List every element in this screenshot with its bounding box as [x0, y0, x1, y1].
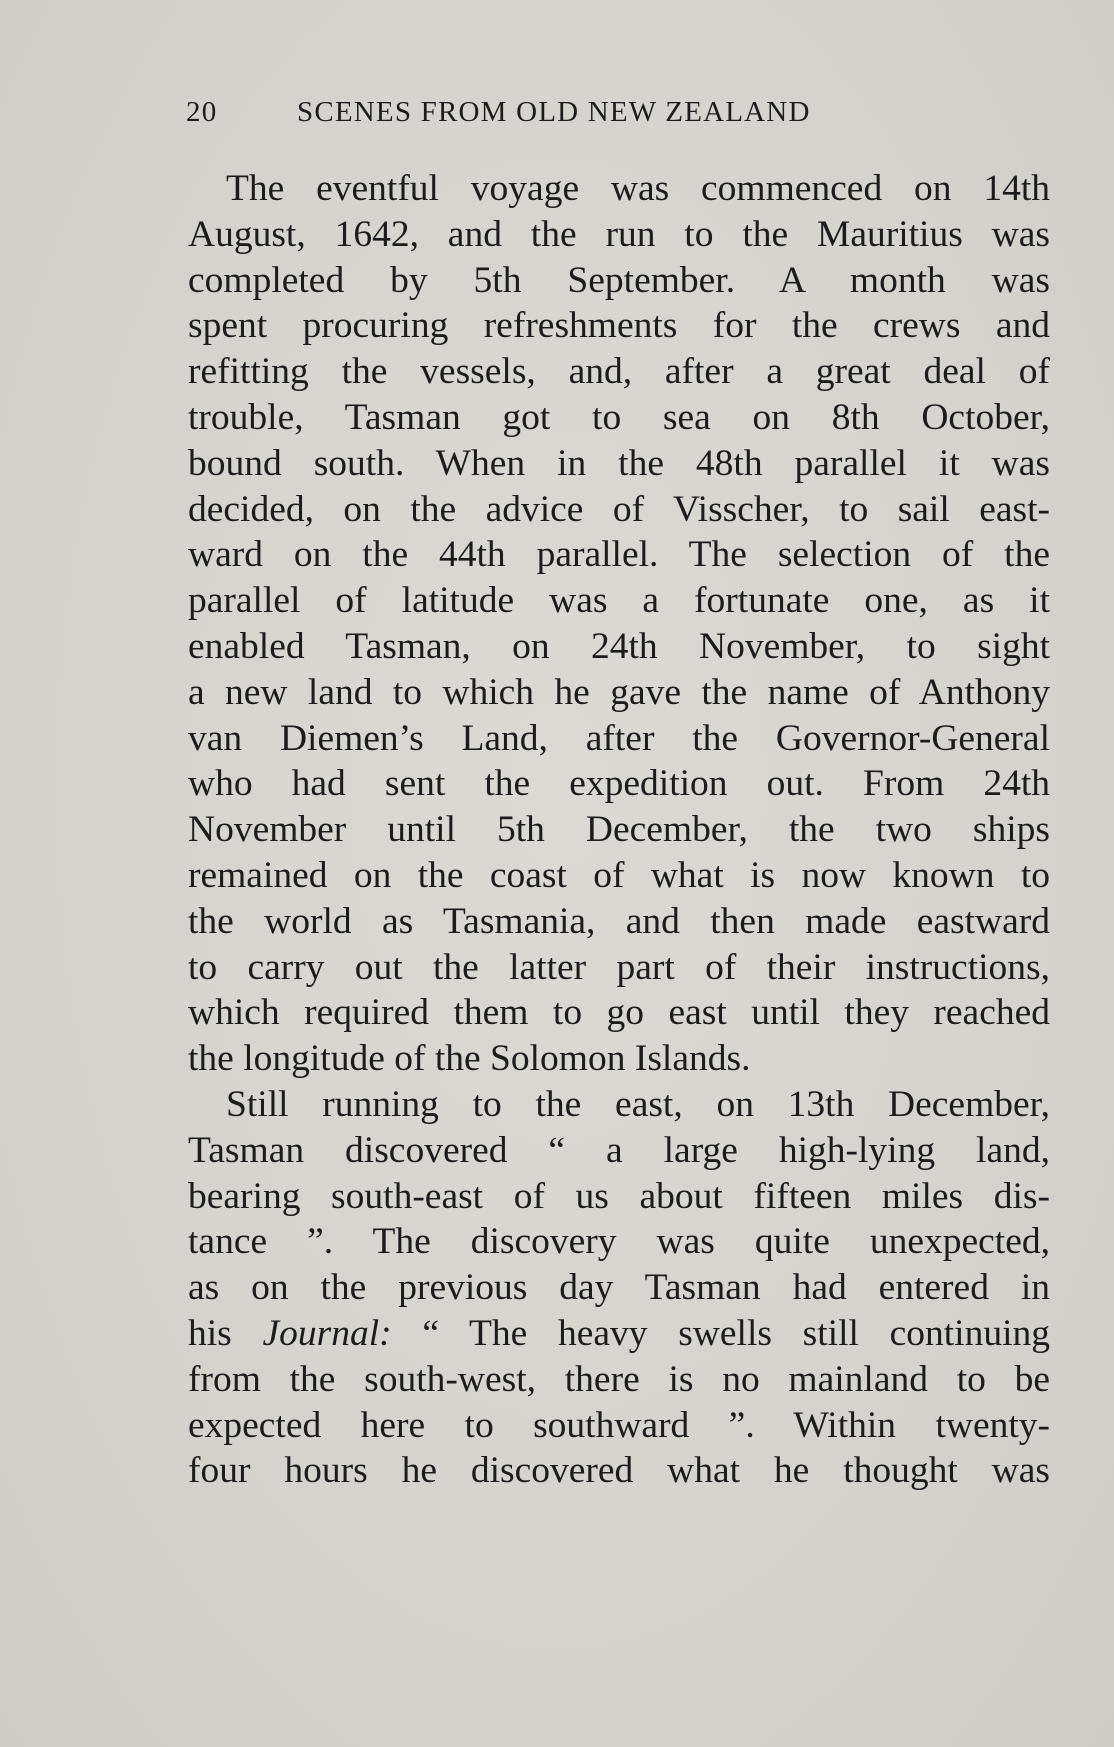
text-line: The eventful voyage was commenced on 14th [226, 168, 1050, 209]
text-line: tance ”. The discovery was quite unexpected, [188, 1221, 1050, 1263]
text-line: Still running to the east, on 13th December, [226, 1083, 1050, 1125]
paragraph-last-line: the longitude of the Solomon Islands. [188, 1038, 751, 1080]
text-line: completed by 5th September. A month was [188, 259, 1050, 301]
text-line: bound south. When in the 48th parallel it was [188, 442, 1050, 484]
running-title: SCENES FROM OLD NEW ZEALAND [297, 96, 811, 128]
text-line: August, 1642, and the run to the Mauritius was [188, 213, 1050, 255]
text-line: expected here to southward ”. Within twenty- [188, 1404, 1050, 1446]
text-line: bearing south-east of us about fifteen miles dis- [188, 1175, 1050, 1217]
text-line: spent procuring refreshments for the crews and [188, 305, 1050, 347]
text-line: which required them to go east until they reached [188, 992, 1050, 1034]
text-line: enabled Tasman, on 24th November, to sight [188, 625, 1050, 667]
text-line: the world as Tasmania, and then made eastward [188, 900, 1050, 942]
text-line-with-italic [188, 1311, 1050, 1357]
line-prefix: his [188, 1312, 232, 1354]
text-line: trouble, Tasman got to sea on 8th October, [188, 396, 1050, 438]
line-remainder: “ The heavy swells still continuing [422, 1312, 1051, 1354]
text-line: refitting the vessels, and, after a great deal of [188, 351, 1050, 393]
body-text [188, 166, 1050, 1494]
text-line: as on the previous day Tasman had entered in [188, 1267, 1050, 1309]
text-line: parallel of latitude was a fortunate one, as it [188, 580, 1050, 622]
text-line: ward on the 44th parallel. The selection of the [188, 534, 1050, 576]
text-line: van Diemen’s Land, after the Governor-General [188, 717, 1050, 759]
text-line: remained on the coast of what is now known to [188, 854, 1050, 896]
text-line: from the south-west, there is no mainland to be [188, 1358, 1050, 1400]
journal-italic: Journal: [262, 1312, 392, 1354]
running-head [186, 96, 936, 136]
text-line: who had sent the expedition out. From 24th [188, 763, 1050, 805]
text-line: four hours he discovered what he thought was [188, 1450, 1050, 1492]
page-number: 20 [186, 96, 218, 128]
text-line: a new land to which he gave the name of Anthony [188, 671, 1050, 713]
text-line: Tasman discovered “ a large high-lying land, [188, 1129, 1050, 1171]
text-line: November until 5th December, the two ships [188, 809, 1050, 851]
text-line: to carry out the latter part of their instructions, [188, 946, 1050, 988]
text-line: decided, on the advice of Visscher, to sail east- [188, 488, 1050, 530]
